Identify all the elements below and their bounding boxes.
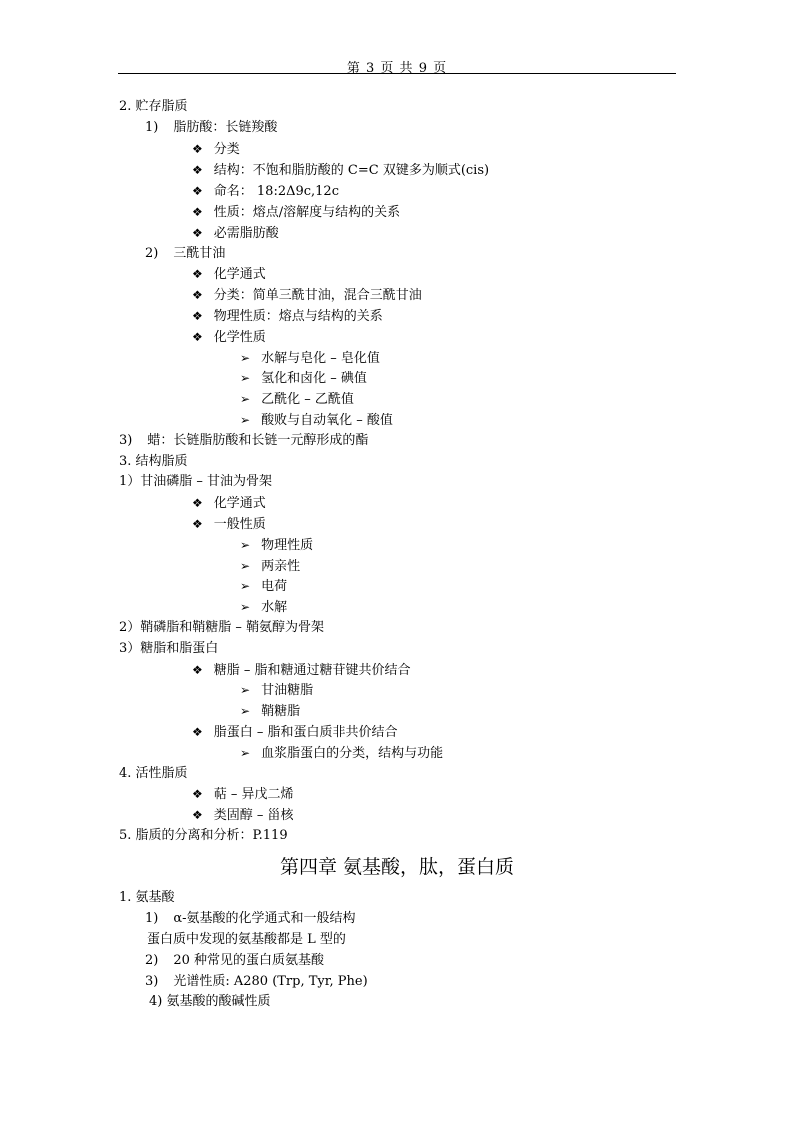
list-item xyxy=(192,807,294,824)
arrow-bullet-icon: ➢ xyxy=(240,600,251,614)
list-item xyxy=(240,391,354,408)
chapter-title: 第四章 氨基酸，肽，蛋白质 xyxy=(279,856,515,878)
arrow-bullet-icon: ➢ xyxy=(240,579,251,593)
diamond-bullet-icon: ❖ xyxy=(192,226,203,240)
item-number: 3) xyxy=(119,433,133,448)
diamond-bullet-icon: ❖ xyxy=(192,330,203,344)
section-title-active-lipids: 4. 活性脂质 xyxy=(119,766,188,781)
item-text: 甘油糖脂 xyxy=(261,683,314,698)
arrow-bullet-icon: ➢ xyxy=(240,413,251,427)
item-text: 三酰甘油 xyxy=(173,246,226,261)
item-number: 3) xyxy=(145,974,159,989)
item-text: 化学通式 xyxy=(213,496,266,511)
item-text: 两亲性 xyxy=(261,559,301,574)
diamond-bullet-icon: ❖ xyxy=(192,309,203,323)
list-item xyxy=(240,599,287,616)
item-text: 命名： 18:2Δ9c,12c xyxy=(213,184,339,199)
item-text: 酸败与自动氧化 – 酸值 xyxy=(261,413,393,428)
list-item xyxy=(192,786,294,803)
list-item xyxy=(240,682,313,699)
item-number: 1) xyxy=(145,911,159,926)
item-text: 血浆脂蛋白的分类，结构与功能 xyxy=(261,746,444,761)
item-text: 分类 xyxy=(213,142,240,157)
list-item xyxy=(145,974,368,990)
section-title-separation: 5. 脂质的分离和分析：P.119 xyxy=(119,828,288,843)
item-text: 必需脂肪酸 xyxy=(213,226,279,241)
list-item xyxy=(240,745,443,762)
diamond-bullet-icon: ❖ xyxy=(192,267,203,281)
list-item xyxy=(240,558,300,575)
item-text: 物理性质：熔点与结构的关系 xyxy=(213,309,383,324)
diamond-bullet-icon: ❖ xyxy=(192,288,203,302)
item-text: 物理性质 xyxy=(261,538,314,553)
item-text: 萜 – 异戊二烯 xyxy=(213,787,294,802)
list-item xyxy=(145,953,324,969)
arrow-bullet-icon: ➢ xyxy=(240,538,251,552)
list-item xyxy=(192,266,266,283)
list-item xyxy=(192,495,266,512)
item-text: 一般性质 xyxy=(213,517,266,532)
item-text: 电荷 xyxy=(261,579,288,594)
list-item xyxy=(240,350,380,367)
arrow-bullet-icon: ➢ xyxy=(240,371,251,385)
item-text: 水解 xyxy=(261,600,288,615)
list-item xyxy=(192,329,266,346)
item-text: 光谱性质: A280 (Trp, Tyr, Phe) xyxy=(173,974,368,989)
item-text: 水解与皂化 – 皂化值 xyxy=(261,351,380,366)
list-item xyxy=(240,578,287,595)
item-text: 化学通式 xyxy=(213,267,266,282)
item-number: 1) xyxy=(145,120,159,135)
arrow-bullet-icon: ➢ xyxy=(240,351,251,365)
list-item xyxy=(240,537,313,554)
diamond-bullet-icon: ❖ xyxy=(192,184,203,198)
diamond-bullet-icon: ❖ xyxy=(192,808,203,822)
list-item xyxy=(192,287,422,304)
section-title-amino-acids: 1. 氨基酸 xyxy=(119,890,175,905)
diamond-bullet-icon: ❖ xyxy=(192,787,203,801)
list-item: 1）甘油磷脂 – 甘油为骨架 xyxy=(119,474,273,489)
item-text: α-氨基酸的化学通式和一般结构 xyxy=(173,911,356,926)
arrow-bullet-icon: ➢ xyxy=(240,704,251,718)
list-item: 2）鞘磷脂和鞘糖脂 – 鞘氨醇为骨架 xyxy=(119,620,325,635)
diamond-bullet-icon: ❖ xyxy=(192,205,203,219)
list-item xyxy=(145,911,356,927)
arrow-bullet-icon: ➢ xyxy=(240,392,251,406)
list-item xyxy=(192,183,339,200)
list-item: 3）糖脂和脂蛋白 xyxy=(119,641,219,656)
list-item xyxy=(145,120,277,136)
item-text: 糖脂 – 脂和糖通过糖苷键共价结合 xyxy=(213,663,411,678)
item-text: 20 种常见的蛋白质氨基酸 xyxy=(173,953,325,968)
item-text: 分类：简单三酰甘油，混合三酰甘油 xyxy=(213,288,422,303)
item-text: 结构：不饱和脂肪酸的 C=C 双键多为顺式(cis) xyxy=(213,163,490,178)
diamond-bullet-icon: ❖ xyxy=(192,517,203,531)
list-item xyxy=(192,308,383,325)
item-text: 乙酰化 – 乙酰值 xyxy=(261,392,354,407)
diamond-bullet-icon: ❖ xyxy=(192,142,203,156)
item-text: 鞘糖脂 xyxy=(261,704,301,719)
arrow-bullet-icon: ➢ xyxy=(240,559,251,573)
item-text: 脂肪酸：长链羧酸 xyxy=(173,120,278,135)
diamond-bullet-icon: ❖ xyxy=(192,663,203,677)
list-item xyxy=(192,662,411,679)
page-header: 第 3 页 共 9 页 xyxy=(346,61,448,76)
list-item: 4) 氨基酸的酸碱性质 xyxy=(149,994,271,1009)
list-item xyxy=(240,703,300,720)
header-rule xyxy=(118,73,676,74)
note-text: 蛋白质中发现的氨基酸都是 L 型的 xyxy=(147,932,346,947)
list-item xyxy=(192,204,400,221)
item-text: 类固醇 – 甾核 xyxy=(213,808,294,823)
section-title-storage-lipids: 2. 贮存脂质 xyxy=(119,99,188,114)
list-item xyxy=(240,370,367,387)
section-title-structural-lipids: 3. 结构脂质 xyxy=(119,454,188,469)
diamond-bullet-icon: ❖ xyxy=(192,725,203,739)
list-item xyxy=(145,246,225,262)
list-item xyxy=(119,433,368,449)
diamond-bullet-icon: ❖ xyxy=(192,496,203,510)
item-number: 2) xyxy=(145,953,159,968)
item-text: 化学性质 xyxy=(213,330,266,345)
list-item xyxy=(192,724,398,741)
item-text: 氢化和卤化 – 碘值 xyxy=(261,371,367,386)
item-text: 性质：熔点/溶解度与结构的关系 xyxy=(213,205,401,220)
diamond-bullet-icon: ❖ xyxy=(192,163,203,177)
item-number: 2) xyxy=(145,246,159,261)
arrow-bullet-icon: ➢ xyxy=(240,683,251,697)
arrow-bullet-icon: ➢ xyxy=(240,746,251,760)
list-item xyxy=(192,141,240,158)
list-item xyxy=(192,516,266,533)
item-text: 脂蛋白 – 脂和蛋白质非共价结合 xyxy=(213,725,398,740)
item-text: 蜡：长链脂肪酸和长链一元醇形成的酯 xyxy=(147,433,369,448)
list-item xyxy=(192,225,279,242)
list-item xyxy=(192,162,489,179)
list-item xyxy=(240,412,393,429)
